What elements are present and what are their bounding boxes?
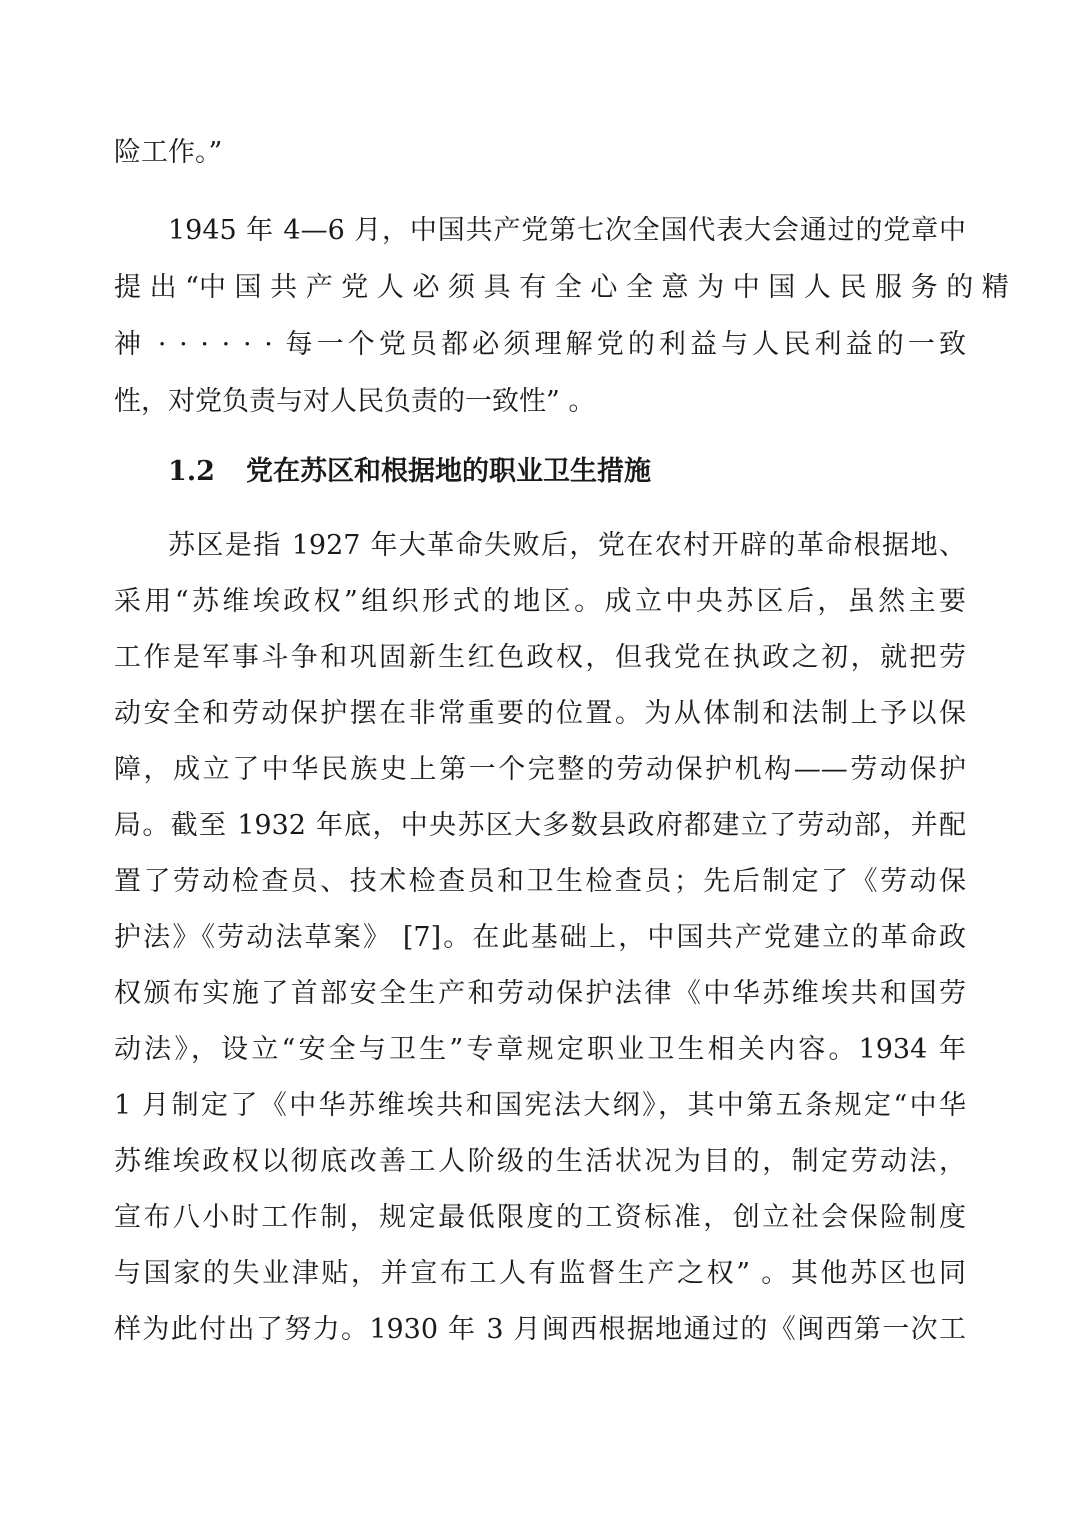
text-line: 宣布八小时工作制，规定最低限度的工资标准，创立社会保险制度 — [114, 1202, 966, 1233]
text-line: 动法》，设立“安全与卫生”专章规定职业卫生相关内容。1934 年 — [114, 1034, 966, 1065]
text-line: 样为此付出了努力。1930 年 3 月闽西根据地通过的《闽西第一次工 — [114, 1314, 966, 1345]
section-title: 党在苏区和根据地的职业卫生措施 — [246, 456, 651, 487]
text-line: 险工作。” — [114, 137, 223, 168]
section-number: 1.2 — [168, 456, 215, 487]
text-line: 采用“苏维埃政权”组织形式的地区。成立中央苏区后，虽然主要 — [114, 586, 966, 617]
text-line: 局。截至 1932 年底，中央苏区大多数县政府都建立了劳动部，并配 — [114, 810, 966, 841]
text-line: 障，成立了中华民族史上第一个完整的劳动保护机构——劳动保护 — [114, 754, 966, 785]
text-line: 性，对党负责与对人民负责的一致性” 。 — [114, 386, 596, 417]
text-line: 神 · · · · · · 每一个党员都必须理解党的利益与人民利益的一致 — [114, 329, 966, 360]
text-line: 与国家的失业津贴，并宣布工人有监督生产之权” 。其他苏区也同 — [114, 1258, 966, 1289]
text-line: 1945 年 4—6 月，中国共产党第七次全国代表大会通过的党章中 — [168, 215, 966, 246]
text-line: 1 月制定了《中华苏维埃共和国宪法大纲》，其中第五条规定“中华 — [114, 1090, 966, 1121]
text-line: 工作是军事斗争和巩固新生红色政权，但我党在执政之初，就把劳 — [114, 642, 966, 673]
text-line: 提 出 “中 国 共 产 党 人 必 须 具 有 全 心 全 意 为 中 国 人 民 服 务 的 精 — [114, 272, 1009, 303]
text-line: 苏维埃政权以彻底改善工人阶级的生活状况为目的，制定劳动法， — [114, 1146, 966, 1177]
text-line: 护法》《劳动法草案》 [7]。在此基础上，中国共产党建立的革命政 — [114, 922, 966, 953]
text-line: 置了劳动检查员、技术检查员和卫生检查员；先后制定了《劳动保 — [114, 866, 966, 897]
text-line: 动安全和劳动保护摆在非常重要的位置。为从体制和法制上予以保 — [114, 698, 966, 729]
text-line: 权颁布实施了首部安全生产和劳动保护法律《中华苏维埃共和国劳 — [114, 978, 966, 1009]
text-line: 苏区是指 1927 年大革命失败后，党在农村开辟的革命根据地、 — [168, 530, 966, 561]
section-heading — [168, 452, 651, 492]
